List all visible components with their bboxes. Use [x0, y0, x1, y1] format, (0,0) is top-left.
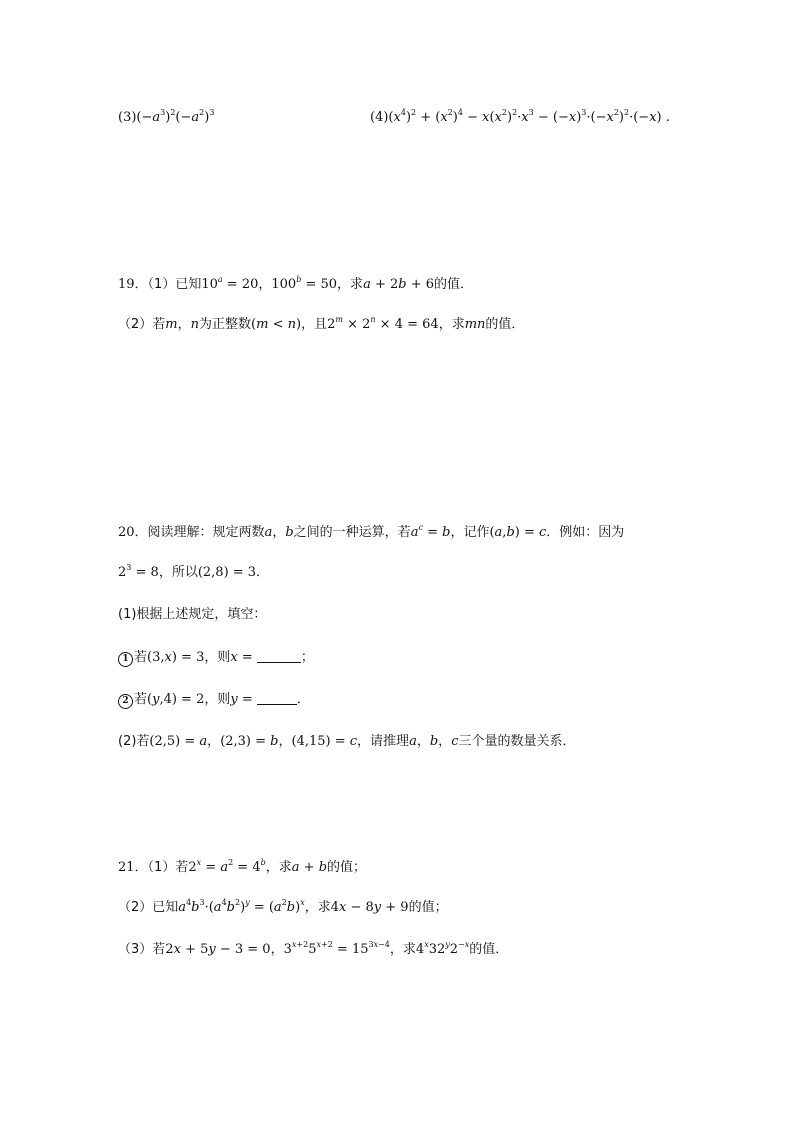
- q20-intro-op: 之间的一种运算，若: [293, 525, 411, 540]
- q20-def-notation: (a,b) = c: [489, 525, 547, 540]
- q20-number: 20．: [118, 525, 148, 540]
- q19-p1-ask: ，求: [337, 277, 364, 292]
- q20-sub1-end: ；: [300, 650, 314, 665]
- q21-p1-end: 的值；: [327, 860, 367, 875]
- q18-part4-expression: $(x^4)^2 + (x^2)^4 - x(x^2)^2\cdot x^3 - (-x)^3\cdot(-x^2)^2\cdot(-x)$: [388, 108, 662, 125]
- q21-p3-expr: $4^x32^y2^{-x}$: [415, 940, 470, 957]
- q19-p2-ask: ，求: [438, 317, 465, 332]
- q20-period: ．: [256, 565, 270, 580]
- q19-p1-sep: ，: [258, 277, 272, 292]
- q20-intro-example: ．例如：因为: [546, 525, 625, 540]
- q20-part2-if: (2)若: [118, 734, 150, 749]
- q21-p3-eq1: 2x + 5y − 3 = 0: [165, 942, 271, 957]
- q20-sub2-then: ，则: [204, 692, 231, 707]
- q19-part1: [118, 275, 473, 295]
- q19-p1-eq2: $100^b = 50$: [271, 275, 338, 292]
- q20-sub2-end: ．: [296, 692, 310, 707]
- q21-p1-expr: a + b: [291, 860, 328, 875]
- q20-part2-sep4: ，: [438, 734, 452, 749]
- circled-number-1: 1: [118, 652, 133, 667]
- q21-p3-if: 若: [152, 942, 166, 957]
- q20-intro2: [118, 563, 269, 583]
- q20-intro-sep: ，: [272, 525, 286, 540]
- q19-p1-label: （1）: [147, 277, 176, 292]
- q20-part2-eq1: (2,5) = a: [149, 734, 208, 749]
- q18-part4: $(4)(x^4)^2 + (x^2)^4 - x(x^2)^2\cdot x^3 - (-x)^3\cdot(-x^2)^2\cdot(-x)$ .: [370, 108, 670, 125]
- answer-blank-x[interactable]: [257, 649, 301, 663]
- q19-p2-label: （2）: [118, 317, 153, 332]
- q19-p2-text: 若: [152, 317, 166, 332]
- q21-p3-label: （3）: [118, 942, 153, 957]
- q19-p2-end: 的值．: [485, 317, 525, 332]
- q21-p2-end: 的值；: [408, 900, 448, 915]
- q19-p1-eq1: $10^a = 20$: [201, 275, 259, 292]
- q21-p1-ask: ，求: [265, 860, 292, 875]
- q20-so: ，所以: [158, 565, 198, 580]
- q20-example-eq: $2^3 = 8$: [118, 563, 159, 580]
- q21-p3-eq2: $3^{x+2}5^{x+2} = 15^{3x-4}$: [283, 940, 390, 957]
- q21-p2-eq: $a^4b^3\cdot(a^4b^2)^y = (a^2b)^x$: [178, 898, 305, 915]
- q18-part3: [118, 108, 214, 128]
- q20-sub2-eq: (y,4) = 2: [147, 692, 205, 707]
- q21-number: 21．: [118, 860, 148, 875]
- q19-p2-sep: ，: [177, 317, 191, 332]
- q19-p2-ineq: (m < n): [251, 317, 302, 332]
- q20-sub2: 2 若(y,4) = 2，则y = ．: [118, 690, 310, 710]
- q20-sub1: 1 若(3,x) = 3，则x = ；: [118, 648, 314, 668]
- q19-p1-text: 已知: [175, 277, 202, 292]
- q19-part2: （2）若m，n为正整数(m < n)，且$2^m \times 2^n \times 4 = 64$，求mn的值．: [118, 315, 525, 332]
- q21-p1-if: 若: [175, 860, 189, 875]
- q21-p1-eq: $2^x = a^2 = 4^b$: [188, 858, 266, 875]
- q19-number: 19．: [118, 277, 148, 292]
- q19-p2-cond: 为正整数: [199, 317, 252, 332]
- q18-part3-label: (3): [118, 110, 137, 125]
- q21-part3: [118, 940, 508, 960]
- q20-part2-eq3: (4,15) = c: [291, 734, 358, 749]
- q19-p2-and: ，且: [301, 317, 328, 332]
- q20-sub1-then: ，则: [204, 650, 231, 665]
- q19-p2-eq: $2^m \times 2^n \times 4 = 64$: [327, 315, 439, 332]
- q20-example-result: (2,8) = 3: [197, 565, 257, 580]
- q20-part2-ask: ，请推理: [357, 734, 410, 749]
- q20-part1: (1)根据上述规定，填空：: [118, 607, 267, 622]
- q21-p1-label: （1）: [147, 860, 176, 875]
- q21-p3-sep: ，: [270, 942, 284, 957]
- q20-intro-note: ，记作: [450, 525, 490, 540]
- circled-number-2: 2: [118, 694, 133, 709]
- q20-intro-text: 阅读理解：规定两数: [147, 525, 265, 540]
- q20-sub1-if: 若: [134, 650, 148, 665]
- q20-part2-sep1: ，: [207, 734, 221, 749]
- q20-part2-end: 三个量的数量关系．: [458, 734, 576, 749]
- q21-part1: [118, 858, 366, 878]
- q21-p2-given: 已知: [152, 900, 179, 915]
- q20-sub1-eq: (3,x) = 3: [147, 650, 205, 665]
- q19-p1-end: 的值．: [434, 277, 474, 292]
- q20-sub2-if: 若: [134, 692, 148, 707]
- q20-intro: 20．阅读理解：规定两数a，b之间的一种运算，若$a^c = b$，记作(a,b) = c．例如：因为: [118, 523, 625, 540]
- q21-p3-end: 的值．: [469, 942, 509, 957]
- q18-part3-expression: $(-a^3)^2(-a^2)^3$: [136, 108, 215, 125]
- q20-part2: (2)若(2,5) = a，(2,3) = b，(4,15) = c，请推理a，b，c三个量的数量关系．: [118, 734, 576, 749]
- q20-part2-eq2: (2,3) = b: [220, 734, 279, 749]
- q21-p2-label: （2）: [118, 900, 153, 915]
- q20-def-eq: $a^c = b$: [410, 523, 451, 540]
- q21-p3-ask: ，求: [389, 942, 416, 957]
- q21-part2: [118, 898, 448, 918]
- q19-p1-expr: a + 2b + 6: [363, 277, 435, 292]
- q20-part2-sep3: ，: [416, 734, 430, 749]
- q21-p2-ask: ，求: [304, 900, 331, 915]
- q18-part4-label: (4): [370, 110, 389, 125]
- q21-p2-expr: 4x − 8y + 9: [330, 900, 409, 915]
- q20-part2-sep2: ，: [278, 734, 292, 749]
- answer-blank-y[interactable]: [257, 691, 297, 705]
